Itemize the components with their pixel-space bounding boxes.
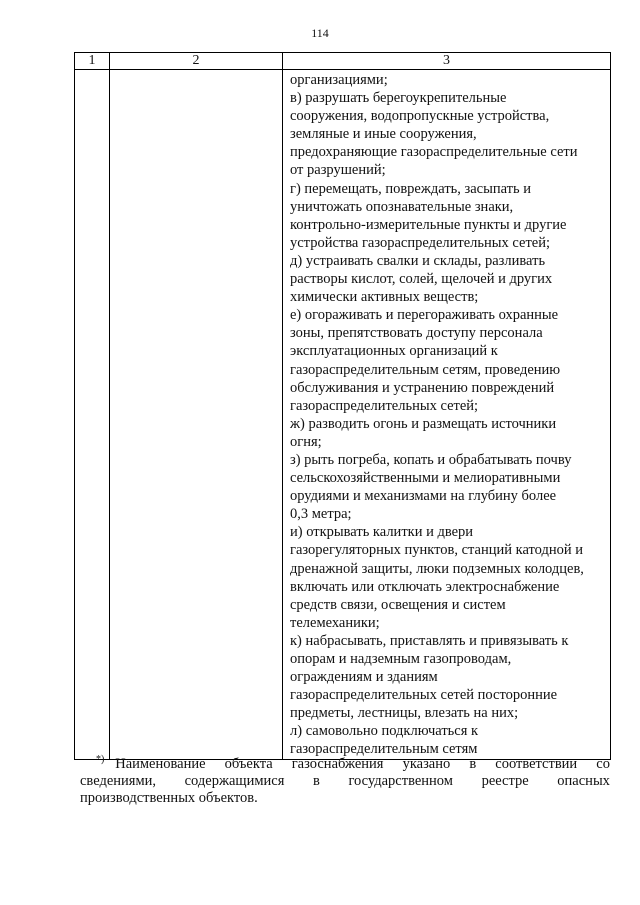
footnote <box>80 756 610 807</box>
column-header-2: 2 <box>110 53 283 70</box>
table-cell-col2 <box>110 70 283 760</box>
footnote-line-2 <box>80 773 610 790</box>
list-item: опорам и надземным газопроводам, <box>290 651 512 667</box>
list-item: ограждениям и зданиям <box>290 669 438 686</box>
table-header-row <box>75 53 611 70</box>
list-item: контрольно-измерительные пункты и другие <box>290 216 567 233</box>
list-item: предохраняющие газораспределительные сети <box>290 144 578 161</box>
column-header-3: 3 <box>283 53 611 70</box>
footnote-word: объекта <box>224 756 273 772</box>
list-item: растворы кислот, солей, щелочей и других <box>290 271 553 288</box>
footnote-word: государственном <box>348 773 453 789</box>
footnote-line-1 <box>80 756 610 773</box>
list-item: газораспределительных сетей посторонние <box>290 687 558 704</box>
list-item: газораспределительным сетям <box>290 741 478 758</box>
footnote-word: сведениями, <box>80 773 157 789</box>
footnote-word: опасных <box>557 773 610 789</box>
list-item: в) разрушать берегоукрепительные <box>290 90 507 107</box>
list-item: средств связи, освещения и систем <box>290 596 506 613</box>
list-item: сооружения, водопропускные устройства, <box>290 108 550 125</box>
table-cell-col3 <box>283 70 611 760</box>
list-item: орудиями и механизмами на глубину более <box>290 488 557 505</box>
footnote-word: в <box>313 773 320 789</box>
footnote-word: соответствии <box>495 756 578 772</box>
footnote-word: газоснабжения <box>291 756 384 772</box>
footnote-word: содержащимися <box>184 773 285 789</box>
footnote-word: в <box>469 756 477 772</box>
list-item: химически активных веществ; <box>290 289 479 306</box>
list-item: огня; <box>290 433 322 450</box>
list-item: зоны, препятствовать доступу персонала <box>290 325 543 342</box>
list-item: телемеханики; <box>290 614 380 631</box>
page-number: 114 <box>311 26 329 40</box>
list-item: устройства газораспределительных сетей; <box>290 234 551 251</box>
footnote-marker: *) <box>96 754 105 766</box>
list-item: обслуживания и устранению повреждений <box>290 379 555 396</box>
list-item: земляные и иные сооружения, <box>290 126 477 143</box>
list-item: дренажной защиты, люки подземных колодцев, <box>290 560 584 577</box>
table-cell-col1 <box>75 70 110 760</box>
list-item: уничтожать опознавательные знаки, <box>290 198 514 215</box>
list-item: з) рыть погреба, копать и обрабатывать почву <box>290 451 572 468</box>
list-item: л) самовольно подключаться к <box>290 723 479 740</box>
list-item: газорегуляторных пунктов, станций катодной и <box>290 542 584 559</box>
footnote-word: со <box>596 756 610 772</box>
list-item: сельскохозяйственными и мелиоративными <box>290 470 561 487</box>
footnote-word: указано <box>402 756 451 772</box>
list-item: е) огораживать и перегораживать охранные <box>290 307 559 324</box>
footnote-word: реестре <box>481 773 529 789</box>
list-item: к) набрасывать, приставлять и привязывать к <box>290 632 569 649</box>
list-item: включать или отключать электроснабжение <box>290 578 560 595</box>
list-item: газораспределительных сетей; <box>290 397 479 414</box>
list-item: и) открывать калитки и двери <box>290 524 474 541</box>
list-item: д) устраивать свалки и склады, разливать <box>290 252 546 269</box>
list-item: предметы, лестницы, влезать на них; <box>290 705 519 722</box>
table-row <box>75 70 611 760</box>
column-header-1: 1 <box>75 53 110 70</box>
list-item: г) перемещать, повреждать, засыпать и <box>290 180 532 197</box>
list-item: от разрушений; <box>290 162 386 179</box>
list-item: газораспределительным сетям, проведению <box>290 361 561 378</box>
list-item: ж) разводить огонь и размещать источники <box>290 415 557 432</box>
list-item: 0,3 метра; <box>290 506 352 523</box>
document-table <box>74 52 611 760</box>
list-item: организациями; <box>290 72 388 88</box>
footnote-start <box>96 756 206 773</box>
prohibitions-list <box>283 70 610 759</box>
list-item: эксплуатационных организаций к <box>290 343 498 360</box>
footnote-word: Наименование <box>115 756 206 772</box>
footnote-line-3: производственных объектов. <box>80 790 258 806</box>
